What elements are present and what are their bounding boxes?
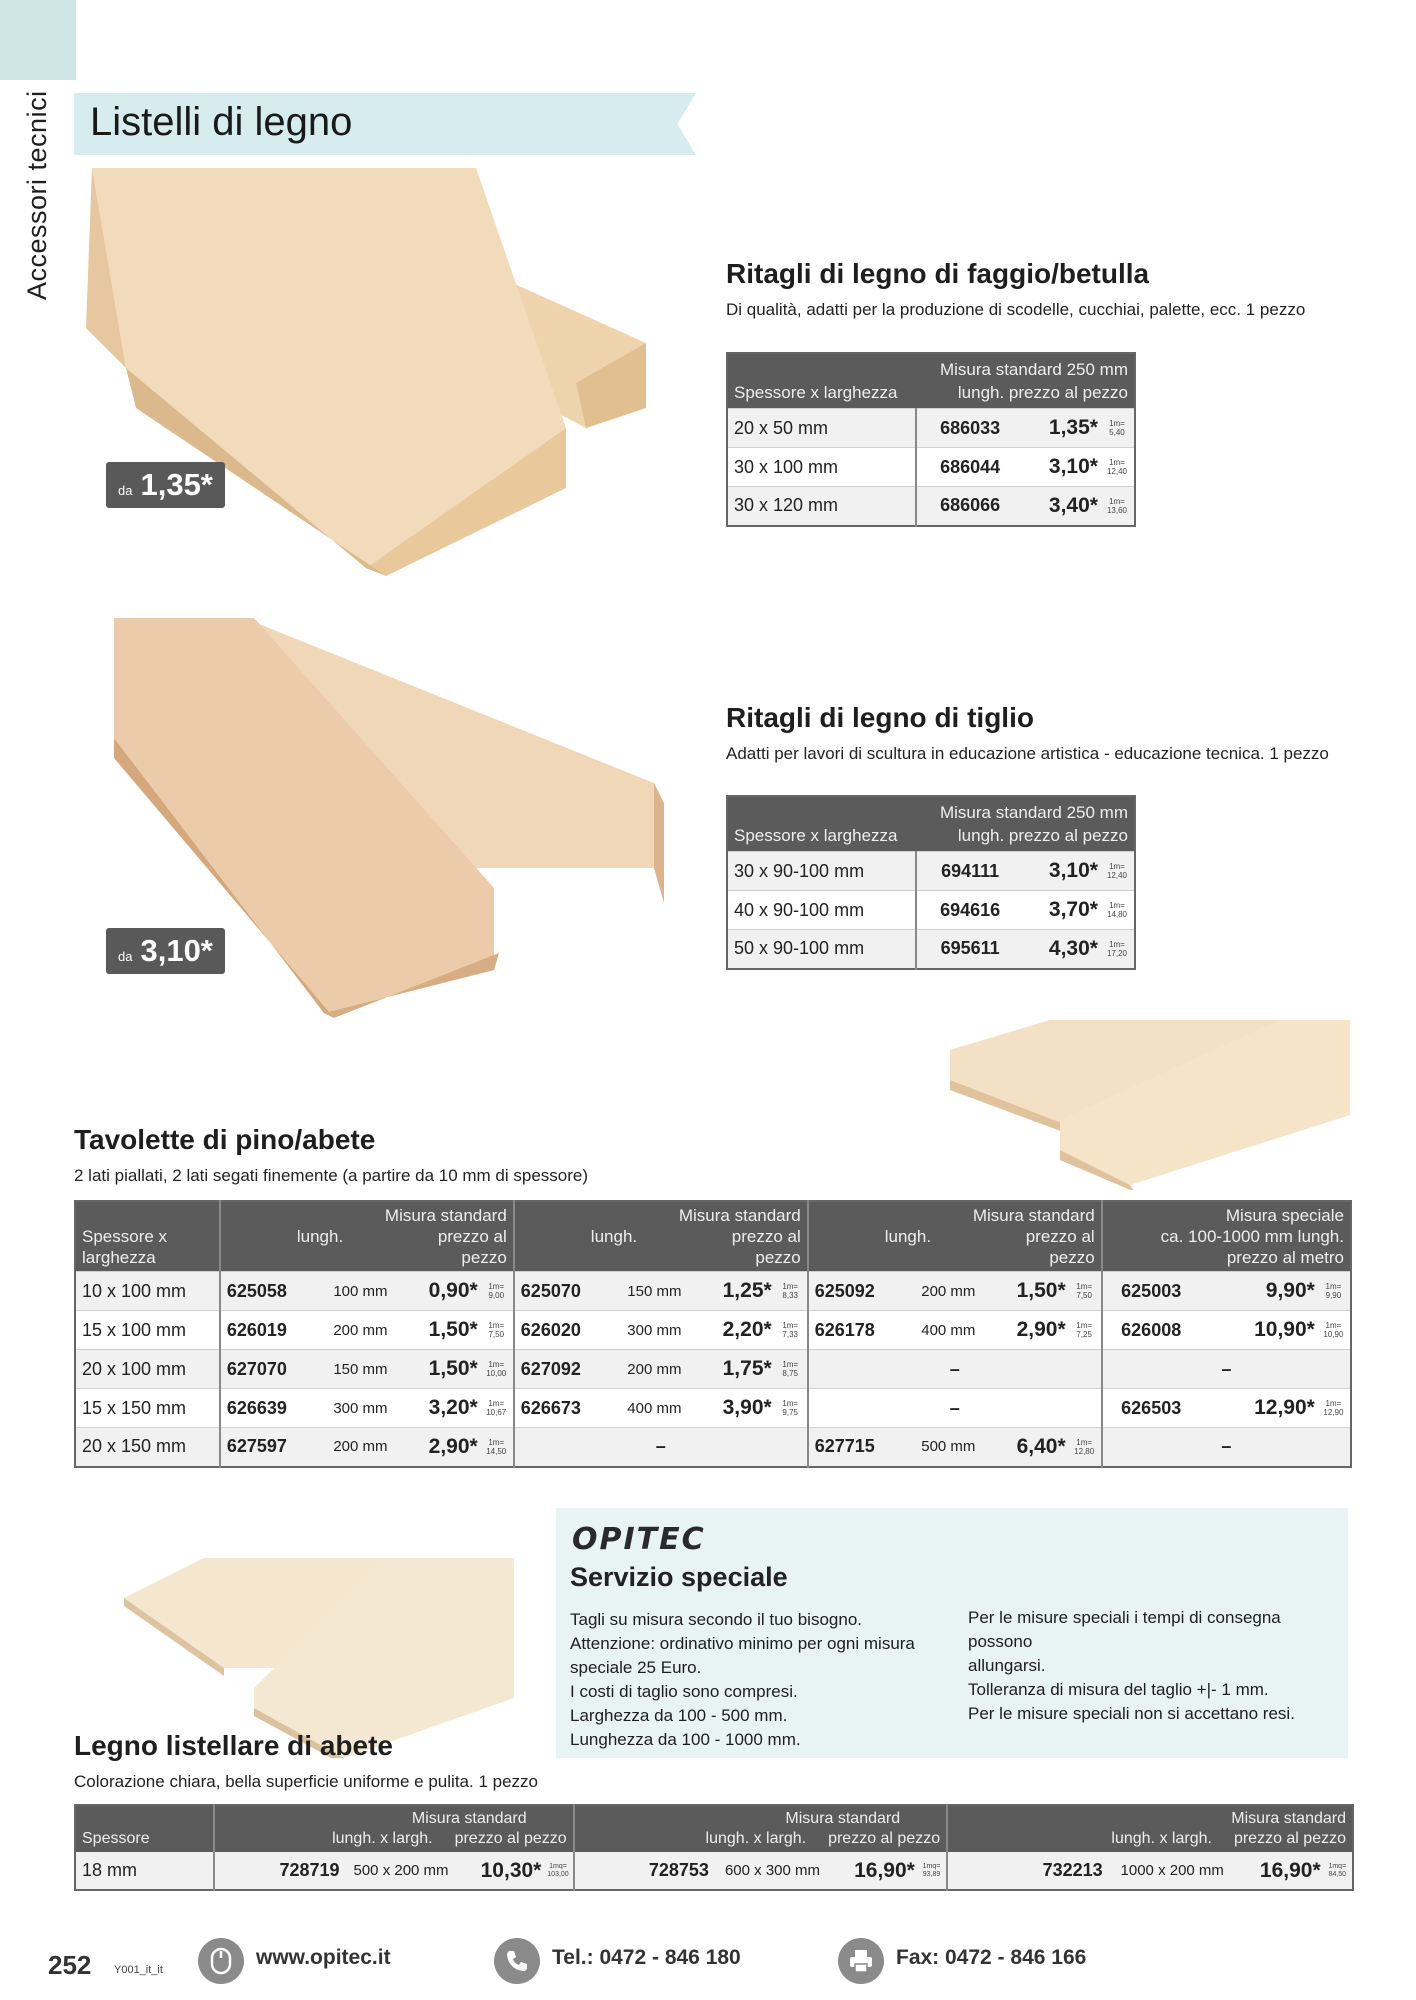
page-title: Listelli di legno — [90, 100, 353, 144]
section-title-lime: Ritagli di legno di tiglio — [726, 702, 1034, 733]
price-table-beech — [726, 352, 1136, 527]
page-number: 252 — [48, 1950, 92, 1980]
not-available-dash: – — [1102, 1428, 1351, 1467]
col-group1-header: Misura standard lungh. prezzo al pezzo — [220, 1201, 514, 1272]
col-special-header: Misura speciale ca. 100-1000 mm lungh. prezzo al metro — [1102, 1201, 1351, 1272]
col-standard-header: Misura standard 250 mm lungh. prezzo al pezzo — [916, 796, 1135, 852]
mouse-icon — [198, 1938, 244, 1984]
table-row: 50 x 90-100 mm 695611 4,30* 1m= 17,20 — [727, 930, 1135, 969]
table-row: 15 x 150 mm 626639 300 mm 3,20* 1m= 10,67 626673 400 mm 3,90* 1m= 9,75 – 626503 12,90* 1m= 12,90 — [75, 1389, 1351, 1428]
service-text-right: Per le misure speciali i tempi di consegna possono allungarsi. Tolleranza di misura del taglio +|- 1 mm. Per le misure speciali non si accettano resi. — [968, 1608, 1295, 1723]
table-row: 15 x 100 mm 626019 200 mm 1,50* 1m= 7,50 626020 300 mm 2,20* 1m= 7,33 626178 400 mm 2,90* 1m= 7,25 626008 10,90* 1m= 10,90 — [75, 1311, 1351, 1350]
section-title-beech: Ritagli di legno di faggio/betulla — [726, 258, 1150, 289]
table-row: 20 x 50 mm 686033 1,35* 1m= 5,40 — [727, 409, 1135, 448]
col-size-header: Spessore x larghezza — [75, 1201, 220, 1272]
col-item3-header: Misura standard lungh. x largh. prezzo al pezzo — [947, 1805, 1353, 1852]
col-size-header: Spessore x larghezza — [727, 353, 916, 409]
opitec-logo: OPITEC — [572, 1522, 706, 1557]
col-thickness-header: Spessore — [75, 1805, 214, 1852]
col-item2-header: Misura standard lungh. x largh. prezzo al pezzo — [574, 1805, 947, 1852]
col-group3-header: Misura standard lungh. prezzo al pezzo — [808, 1201, 1102, 1272]
fax-number[interactable]: Fax: 0472 - 846 166 — [896, 1946, 1087, 1969]
phone-number[interactable]: Tel.: 0472 - 846 180 — [552, 1946, 741, 1969]
section-subtitle-lime: Adatti per lavori di scultura in educazione artistica - educazione tecnica. 1 pezzo — [726, 744, 1329, 763]
not-available-dash: – — [808, 1389, 1102, 1428]
catalog-code: Y001_it_it — [114, 1964, 163, 1976]
section-title-blockboard: Legno listellare di abete — [74, 1730, 393, 1761]
section-subtitle-pine: 2 lati piallati, 2 lati segati finemente (a partire da 10 mm di spessore) — [74, 1166, 589, 1185]
price-table-pine — [74, 1200, 1352, 1468]
not-available-dash: – — [1102, 1350, 1351, 1389]
table-row: 30 x 90-100 mm 694111 3,10* 1m= 12,40 — [727, 852, 1135, 891]
table-row: 30 x 120 mm 686066 3,40* 1m= 13,60 — [727, 487, 1135, 526]
sidebar-category-label: Accessori tecnici — [22, 90, 52, 300]
pine-board-image — [950, 1020, 1350, 1190]
section-title-pine: Tavolette di pino/abete — [74, 1124, 376, 1155]
table-row: 40 x 90-100 mm 694616 3,70* 1m= 14,80 — [727, 891, 1135, 930]
table-row: 10 x 100 mm 625058 100 mm 0,90* 1m= 9,00 625070 150 mm 1,25* 1m= 8,33 625092 200 mm 1,50* 1m= 7,50 625003 9,90* 1m= 9,90 — [75, 1272, 1351, 1311]
price-table-lime — [726, 795, 1136, 970]
table-row: 18 mm 728719 500 x 200 mm 10,30* 1mq= 103,00 728753 600 x 300 mm 16,90* 1mq= 93,89 732213 1000 x 200 mm 16,90* 1mq= 84,50 — [75, 1852, 1353, 1890]
service-text-left: Tagli su misura secondo il tuo bisogno. Attenzione: ordinativo minimo per ogni misura speciale 25 Euro. I costi di taglio sono compresi. Larghezza da 100 - 500 mm. Lunghezza da 100 - 1000 mm. — [570, 1610, 915, 1749]
blockboard-image — [124, 1558, 524, 1758]
price-table-blockboard — [74, 1804, 1354, 1891]
table-row: 20 x 150 mm 627597 200 mm 2,90* 1m= 14,50 – 627715 500 mm 6,40* 1m= 12,80 – — [75, 1428, 1351, 1467]
fax-icon — [838, 1938, 884, 1984]
col-standard-header: Misura standard 250 mm lungh. prezzo al pezzo — [916, 353, 1135, 409]
not-available-dash: – — [514, 1428, 808, 1467]
section-subtitle-beech: Di qualità, adatti per la produzione di scodelle, cucchiai, palette, ecc. 1 pezzo — [726, 300, 1306, 319]
table-row: 20 x 100 mm 627070 150 mm 1,50* 1m= 10,00 627092 200 mm 1,75* 1m= 8,75 – – — [75, 1350, 1351, 1389]
website-link[interactable]: www.opitec.it — [256, 1946, 391, 1969]
table-row: 30 x 100 mm 686044 3,10* 1m= 12,40 — [727, 448, 1135, 487]
beech-wood-image — [86, 168, 666, 578]
side-tab-marker — [0, 0, 76, 80]
price-tag-beech: da 1,35* — [106, 462, 225, 508]
col-group2-header: Misura standard lungh. prezzo al pezzo — [514, 1201, 808, 1272]
phone-icon — [494, 1938, 540, 1984]
service-title: Servizio speciale — [570, 1562, 788, 1592]
section-subtitle-blockboard: Colorazione chiara, bella superficie uniforme e pulita. 1 pezzo — [74, 1772, 538, 1791]
col-size-header: Spessore x larghezza — [727, 796, 916, 852]
col-item1-header: Misura standard lungh. x largh. prezzo al pezzo — [214, 1805, 573, 1852]
price-tag-lime: da 3,10* — [106, 928, 225, 974]
not-available-dash: – — [808, 1350, 1102, 1389]
